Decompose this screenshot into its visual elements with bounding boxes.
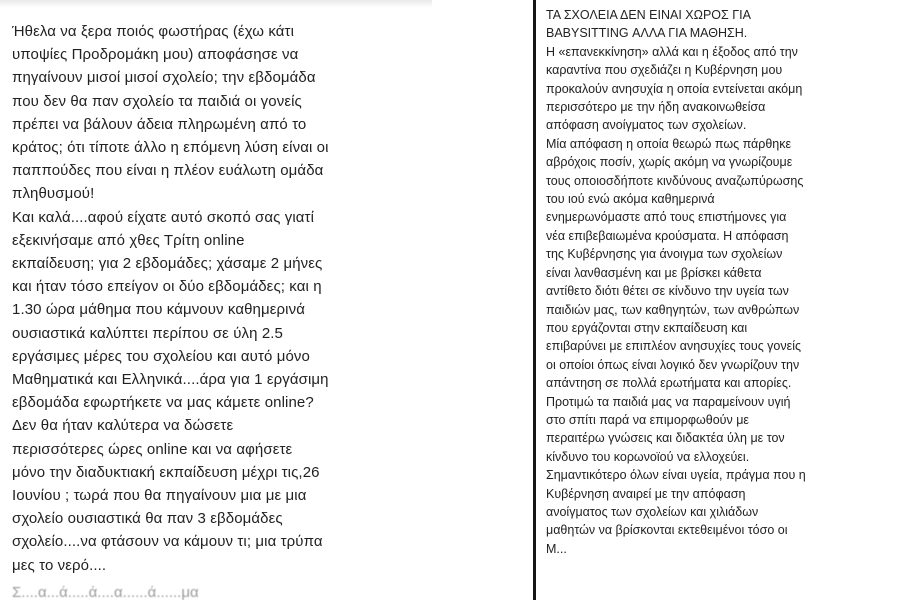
left-post-line: εξεκινήσαμε από χθες Τρίτη online [12, 231, 245, 249]
right-post-line: κίνδυνο του κορωνοϊού να ελλοχεύει. [546, 449, 750, 464]
left-post-line: Ιουνίου ; τωρά που θα πηγαίνουν μια με μια [12, 487, 307, 505]
right-post-line: Μία απόφαση η οποία θεωρώ πως πάρθηκε [546, 136, 792, 151]
right-post-line: απόφαση ανοίγματος των σχολείων. [546, 118, 747, 133]
right-post-line: του ιού ενώ ακόμα καθημερινά [546, 192, 715, 207]
left-post-line: 1.30 ώρα μάθημα που κάμνουν καθημερινά [12, 301, 305, 319]
left-post-line: εβδομάδα εφωρτήκετε να μας κάμετε online? [12, 394, 314, 412]
left-post-text [12, 20, 329, 577]
right-post-line: Κυβέρνηση αναιρεί με την απόφαση [546, 486, 746, 501]
right-post-line: Μ... [546, 541, 567, 556]
right-post-line: της Κυβέρνησης για άνοιγμα των σχολείων [546, 247, 783, 262]
right-post-line: αβρόχοις ποσίν, χωρίς ακόμη να γνωρίζουμε [546, 155, 793, 170]
left-post-line: σχολείο....να φτάσουν να κάμουν τι; μια τρύπα [12, 533, 323, 551]
right-post-line: οι οποίοι όπως είναι λογικό δεν γνωρίζουν την [546, 357, 800, 372]
right-post-line: νέα επιβεβαιωμένα κρούσματα. Η απόφαση [546, 228, 789, 243]
left-post-line: υποψίες Προδρομάκη μου) αποφάσησε να [12, 46, 299, 64]
right-post-line: περισσότερο με την ήδη ανακοινωθείσα [546, 100, 766, 115]
left-post-line: και ήταν τόσο επείγον οι δύο εβδομάδες; και η [12, 278, 322, 296]
left-post-line: Δεν θα ήταν καλύτερα να δώσετε [12, 417, 234, 435]
right-post-line: τους οποιοσδήποτε κινδύνους αναζωπύρωσης [546, 173, 804, 188]
left-post-cut-off-line: Σ....α...ά.....ά....α......ά......μα [12, 586, 199, 600]
left-post-line: ουσιαστικά καλύπτει περίπου σε ύλη 2.5 [12, 324, 284, 342]
right-post-line: προκαλούν ανησυχία η οποία εντείνεται ακόμη [546, 81, 803, 96]
left-post-line: Ήθελα να ξερα ποιός φωστήρας (έχω κάτι [12, 23, 295, 40]
right-post-panel [536, 0, 900, 600]
right-post-line: καραντίνα που σχεδιάζει η Κυβέρνηση μου [546, 63, 783, 78]
right-post-line: περαιτέρω γνώσεις και διδακτέα ύλη με τον [546, 431, 785, 446]
right-post-line: επιβαρύνει με επιπλέον ανησυχίες τους γονείς [546, 339, 802, 354]
left-post-line: μόνο την διαδυκτιακή εκπαίδευση μέχρι τις,26 [12, 463, 320, 481]
right-post-line: Η «επανεκκίνηση» αλλά και η έξοδος από την [546, 44, 798, 59]
left-post-line: μες το νερό.... [12, 556, 107, 574]
left-post-line: πρέπει να βάλουν άδεια πληρωμένη από το [12, 115, 307, 133]
right-post-line: στο σπίτι παρά να επιμορφωθούν με [546, 412, 749, 427]
right-post-line: μαθητών να βρίσκονται εκτεθειμένοι τόσο οι [546, 523, 788, 538]
right-post-line: Σημαντικότερο όλων είναι υγεία, πράγμα που η [546, 468, 806, 483]
left-post-line: που δεν θα παν σχολείο τα παιδιά οι γονείς [12, 92, 302, 110]
right-post-line: Προτιμώ τα παιδιά μας να παραμείνουν υγιή [546, 394, 791, 409]
right-post-line: αντίθετο διότι θέτει σε κίνδυνο την υγεία των [546, 284, 789, 299]
left-post-line: Και καλά....αφού είχατε αυτό σκοπό σας γιατί [12, 208, 315, 226]
right-post-line: που εργάζονται στην εκπαίδευση και [546, 320, 748, 335]
left-post-line: πηγαίνουν μισοί μισοί σχολείο; την εβδομάδα [12, 69, 316, 87]
right-post-text [546, 6, 806, 558]
left-post-line: Μαθηματικά και Ελληνικά....άρα για 1 εργάσιμη [12, 371, 329, 389]
cropped-header-edge [0, 0, 432, 8]
left-post-panel [0, 0, 433, 600]
right-post-line: παιδιών μας, των καθηγητών, των ανθρώπων [546, 302, 800, 317]
right-post-line: είναι λανθασμένη και με βρίσκει κάθετα [546, 265, 762, 280]
left-post-line: σχολείο ουσιαστικά θα παν 3 εβδομάδες [12, 510, 283, 528]
left-post-line: πληθυσμού! [12, 185, 95, 203]
right-post-line: ανοίγματος των σχολείων και χιλιάδων [546, 504, 759, 519]
gutter [432, 0, 535, 600]
left-post-line: εργάσιμες μέρες του σχολείου και αυτό μόνο [12, 347, 310, 365]
right-post-line: ΤΑ ΣΧΟΛΕΙΑ ΔΕΝ ΕΙΝΑΙ ΧΩΡΟΣ ΓΙΑ [546, 8, 751, 22]
left-post-line: εκπαίδευση; για 2 εβδομάδες; χάσαμε 2 μήνες [12, 255, 323, 273]
left-post-line: περισσότερες ώρες online και να αφήσετε [12, 440, 293, 458]
left-post-line: κράτος; ότι τίποτε άλλο η επόμενη λύση είναι οι [12, 139, 329, 157]
left-post-line: παππούδες που είναι η πλέον ευάλωτη ομάδα [12, 162, 324, 180]
right-post-line: BABYSITTING ΑΛΛΑ ΓΙΑ ΜΑΘΗΣΗ. [546, 26, 748, 41]
right-post-line: απάντηση σε πολλά ερωτήματα και απορίες. [546, 376, 792, 391]
right-post-line: ενημερωνόμαστε από τους επιστήμονες για [546, 210, 787, 225]
